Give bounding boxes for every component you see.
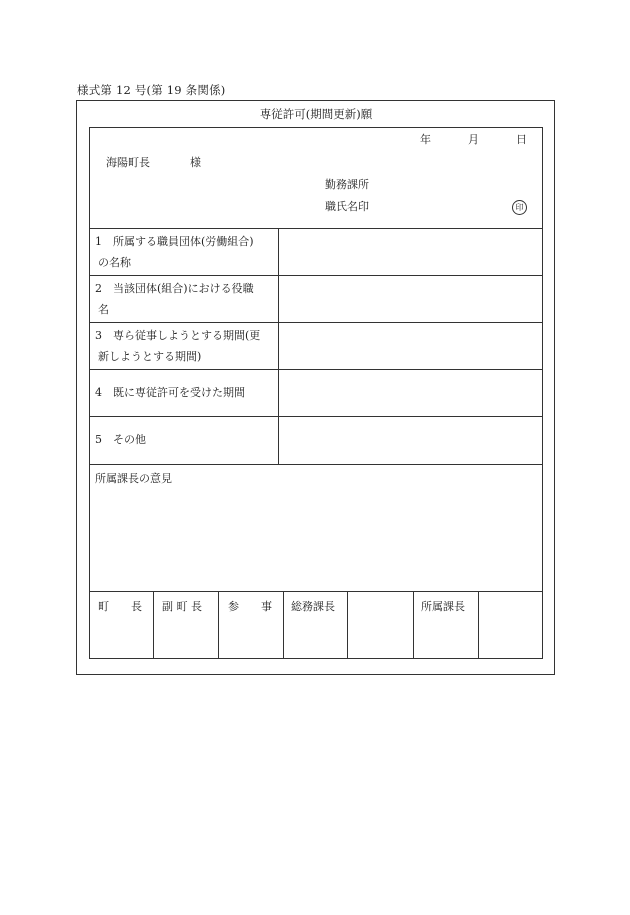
row-divider-2 (89, 322, 543, 323)
row-divider-4 (89, 416, 543, 417)
item-5-label: 5 その他 (95, 433, 146, 446)
approval-department-chief: 所属課長 (421, 600, 465, 613)
approval-deputy-mayor: 副 町 長 (162, 600, 202, 613)
approval-general-affairs-chief: 総務課長 (291, 600, 335, 613)
date-month: 月 (468, 133, 479, 146)
approval-divider-2 (218, 591, 219, 659)
date-year: 年 (420, 133, 431, 146)
item-2-label-line1: 2 当該団体(組合)における役職 (95, 282, 254, 295)
row-divider-3 (89, 369, 543, 370)
row-divider-5 (89, 464, 543, 465)
items-column-divider (278, 228, 279, 464)
approval-divider-3 (283, 591, 284, 659)
item-3-label-line1: 3 専ら従事しようとする期間(更 (95, 329, 261, 342)
row-divider-1 (89, 275, 543, 276)
opinion-label: 所属課長の意見 (95, 472, 172, 485)
approval-divider-4 (347, 591, 348, 659)
approval-counselor: 参 事 (228, 600, 272, 613)
item-2-label-line2: 名 (98, 303, 109, 316)
approval-divider-6 (478, 591, 479, 659)
header-divider (89, 228, 543, 229)
item-4-label: 4 既に専従許可を受けた期間 (95, 386, 245, 399)
item-1-label-line1: 1 所属する職員団体(労働組合) (95, 235, 254, 248)
addressee-name: 海陽町長 (106, 156, 150, 169)
approval-mayor: 町 長 (98, 600, 142, 613)
item-1-label-line2: の名称 (98, 256, 131, 269)
applicant-name-label: 職氏名印 (325, 200, 369, 213)
opinion-divider (89, 591, 543, 592)
form-number: 様式第 12 号(第 19 条関係) (77, 83, 226, 97)
applicant-department-label: 勤務課所 (325, 178, 369, 191)
approval-divider-1 (153, 591, 154, 659)
addressee-honorific: 様 (190, 156, 201, 169)
form-title: 専従許可(期間更新)願 (259, 107, 373, 121)
date-day: 日 (516, 133, 527, 146)
item-3-label-line2: 新しようとする期間) (98, 350, 202, 363)
seal-mark: 印 (512, 200, 527, 215)
approval-divider-5 (413, 591, 414, 659)
